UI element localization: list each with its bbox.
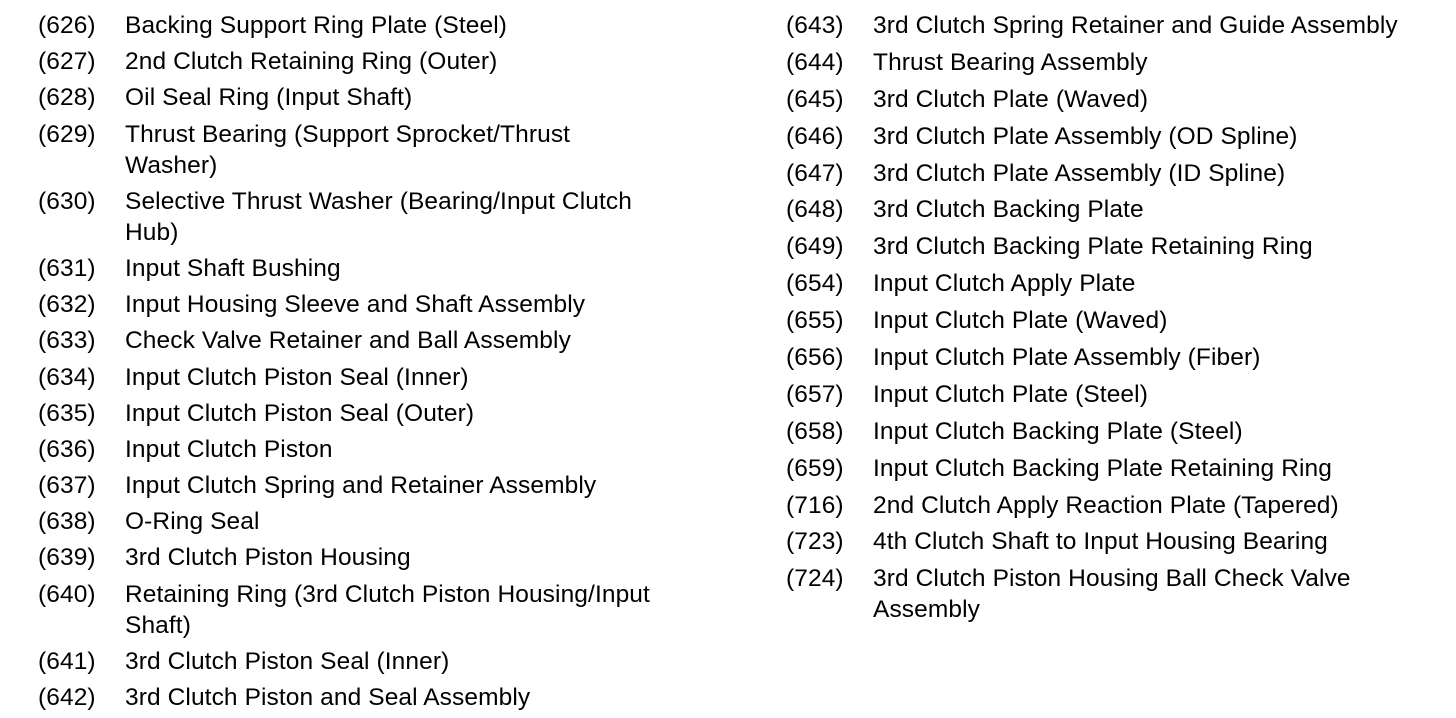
legend-item-text: Input Clutch Plate (Waved) xyxy=(873,307,1168,335)
legend-item-number: (635) xyxy=(38,399,96,427)
legend-item xyxy=(786,268,1446,299)
legend-item xyxy=(786,490,1446,521)
legend-item-number: (646) xyxy=(786,122,844,150)
legend-item-text: O-Ring Seal xyxy=(125,508,260,536)
legend-item-number: (634) xyxy=(38,363,96,391)
legend-item xyxy=(38,506,718,537)
legend-item xyxy=(786,158,1446,189)
legend-item-number: (659) xyxy=(786,454,844,482)
legend-column-right xyxy=(786,10,1446,631)
legend-item xyxy=(786,305,1446,336)
legend-item-text: Thrust Bearing (Support Sprocket/Thrust Washer) xyxy=(125,120,571,179)
legend-item-number: (642) xyxy=(38,684,96,711)
legend-item-number: (658) xyxy=(786,417,844,445)
legend-item-number: (639) xyxy=(38,544,96,572)
legend-item xyxy=(38,289,718,320)
legend-item-number: (649) xyxy=(786,233,844,261)
legend-item xyxy=(38,579,718,641)
legend-item xyxy=(38,398,718,429)
legend-item-text: Input Clutch Plate (Steel) xyxy=(873,380,1148,408)
legend-item-text: Input Clutch Apply Plate xyxy=(873,270,1136,298)
legend-item xyxy=(786,121,1446,152)
legend-item xyxy=(38,46,718,77)
legend-item-text: Input Clutch Spring and Retainer Assembly xyxy=(125,472,597,500)
legend-item-number: (648) xyxy=(786,196,844,224)
legend-item-text: Backing Support Ring Plate (Steel) xyxy=(125,12,507,39)
legend-item-number: (657) xyxy=(786,380,844,408)
legend-item xyxy=(38,470,718,501)
legend-item-text: 3rd Clutch Piston and Seal Assembly xyxy=(125,684,531,711)
legend-item xyxy=(786,231,1446,262)
legend-item-text: 3rd Clutch Spring Retainer and Guide Assembly xyxy=(873,12,1398,39)
legend-item xyxy=(786,526,1446,557)
legend-item xyxy=(786,416,1446,447)
legend-item-number: (632) xyxy=(38,291,96,319)
legend-item-number: (633) xyxy=(38,327,96,355)
legend-item xyxy=(38,682,718,713)
legend-item-number: (643) xyxy=(786,12,844,39)
legend-item xyxy=(786,194,1446,225)
legend-item xyxy=(786,563,1446,625)
legend-item-text: 2nd Clutch Retaining Ring (Outer) xyxy=(125,48,498,76)
legend-item-number: (631) xyxy=(38,254,96,282)
legend-item xyxy=(38,646,718,677)
legend-item-number: (645) xyxy=(786,85,844,113)
legend-item-text: Oil Seal Ring (Input Shaft) xyxy=(125,84,413,112)
legend-item xyxy=(38,542,718,573)
legend-item-text: Input Clutch Piston Seal (Inner) xyxy=(125,363,469,391)
legend-item-number: (656) xyxy=(786,344,844,372)
legend-item-text: Input Clutch Backing Plate (Steel) xyxy=(873,417,1243,445)
legend-item-number: (630) xyxy=(38,187,96,215)
legend-item xyxy=(38,186,718,248)
legend-item xyxy=(38,119,718,181)
legend-item xyxy=(38,362,718,393)
legend-item-text: 2nd Clutch Apply Reaction Plate (Tapered) xyxy=(873,491,1339,519)
legend-item-number: (628) xyxy=(38,84,96,112)
legend-item xyxy=(38,10,718,41)
legend-item-number: (627) xyxy=(38,48,96,76)
legend-item-text: Thrust Bearing Assembly xyxy=(873,48,1148,76)
legend-item-number: (637) xyxy=(38,472,96,500)
legend-item-number: (723) xyxy=(786,528,844,556)
legend-item-number: (636) xyxy=(38,435,96,463)
legend-item xyxy=(786,47,1446,78)
legend-item-text: Selective Thrust Washer (Bearing/Input Clutch Hub) xyxy=(125,187,632,246)
legend-item-text: Input Clutch Plate Assembly (Fiber) xyxy=(873,344,1261,372)
legend-item-number: (644) xyxy=(786,48,844,76)
legend-item-text: 3rd Clutch Piston Housing Ball Check Valve Assembly xyxy=(873,565,1351,624)
legend-item-text: Retaining Ring (3rd Clutch Piston Housing/Input Shaft) xyxy=(125,580,650,639)
legend-item-number: (716) xyxy=(786,491,844,519)
legend-item-number: (640) xyxy=(38,580,96,608)
legend-item-text: Input Clutch Piston Seal (Outer) xyxy=(125,399,475,427)
legend-item-text: 3rd Clutch Backing Plate Retaining Ring xyxy=(873,233,1313,261)
legend-item-number: (638) xyxy=(38,508,96,536)
legend-item-text: Input Clutch Backing Plate Retaining Ring xyxy=(873,454,1332,482)
legend-item-text: Input Housing Sleeve and Shaft Assembly xyxy=(125,291,586,319)
legend-item-number: (629) xyxy=(38,120,96,148)
legend-item-number: (724) xyxy=(786,565,844,593)
legend-item-number: (641) xyxy=(38,647,96,675)
legend-item-number: (654) xyxy=(786,270,844,298)
legend-item-text: Input Shaft Bushing xyxy=(125,254,341,282)
legend-item-text: 3rd Clutch Plate Assembly (OD Spline) xyxy=(873,122,1298,150)
legend-item xyxy=(38,434,718,465)
legend-item xyxy=(38,325,718,356)
legend-item xyxy=(38,253,718,284)
legend-item-text: 3rd Clutch Piston Seal (Inner) xyxy=(125,647,450,675)
legend-item-text: 3rd Clutch Plate (Waved) xyxy=(873,85,1149,113)
legend-item xyxy=(786,10,1446,41)
legend-item xyxy=(786,453,1446,484)
legend-item-text: Check Valve Retainer and Ball Assembly xyxy=(125,327,571,355)
legend-item-text: 3rd Clutch Plate Assembly (ID Spline) xyxy=(873,159,1286,187)
legend-item-text: Input Clutch Piston xyxy=(125,435,333,463)
legend-item-number: (655) xyxy=(786,307,844,335)
legend-item-text: 3rd Clutch Backing Plate xyxy=(873,196,1144,224)
legend-item xyxy=(786,84,1446,115)
legend-item xyxy=(786,342,1446,373)
legend-item-text: 3rd Clutch Piston Housing xyxy=(125,544,411,572)
legend-item-number: (647) xyxy=(786,159,844,187)
legend-item xyxy=(786,379,1446,410)
legend-item xyxy=(38,82,718,113)
legend-item-number: (626) xyxy=(38,12,96,39)
legend-item-text: 4th Clutch Shaft to Input Housing Bearing xyxy=(873,528,1328,556)
legend-column-left xyxy=(38,10,718,718)
